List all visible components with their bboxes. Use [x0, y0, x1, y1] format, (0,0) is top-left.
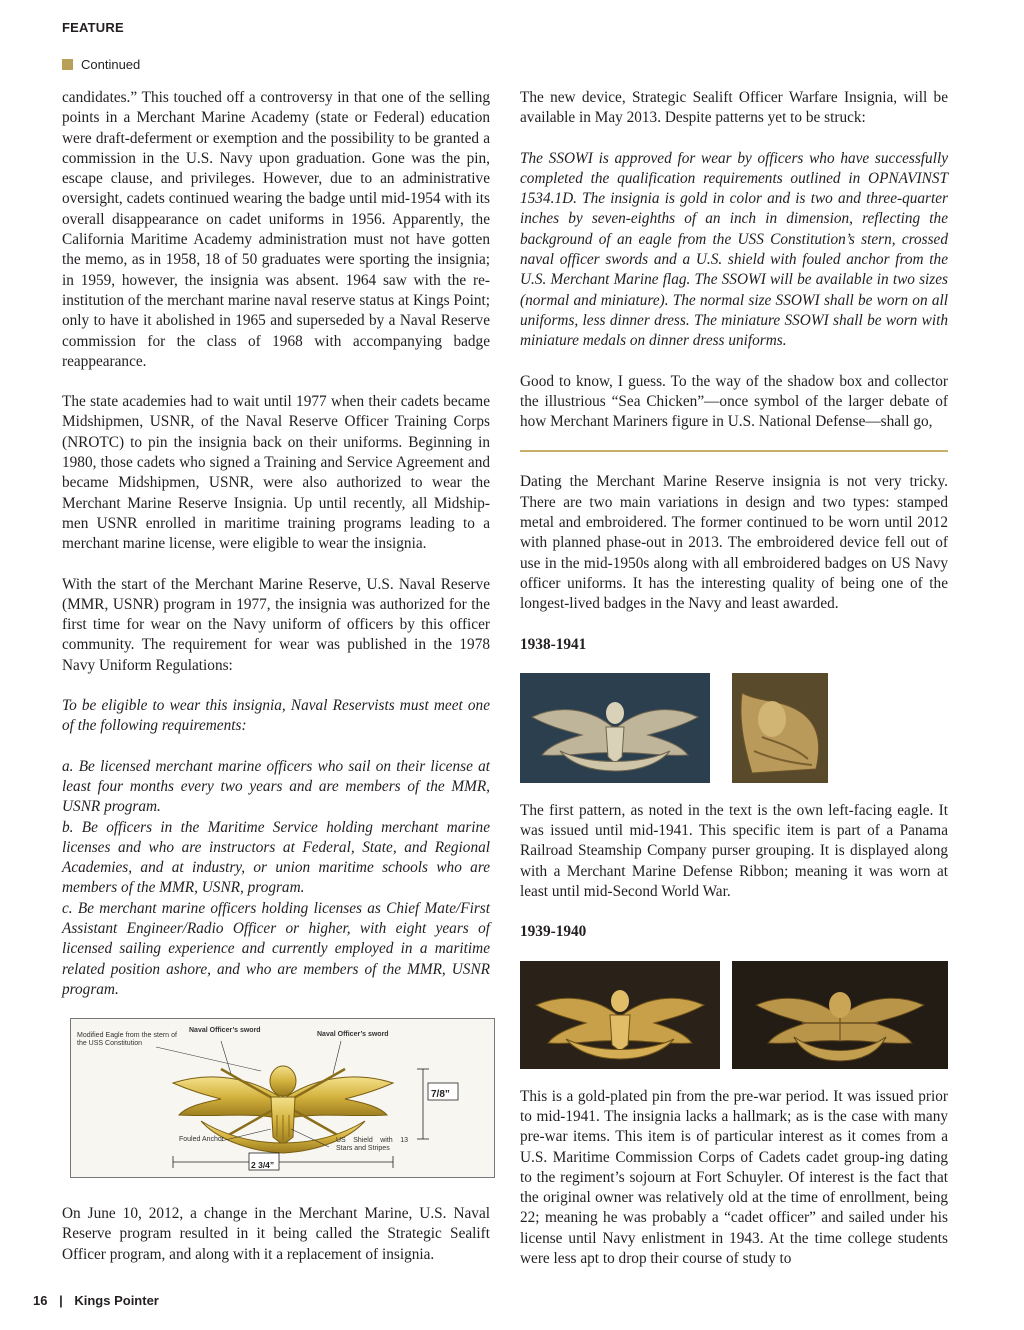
left-paragraph-1: candidates.” This touched off a controversy in that one of the selling points in a Merchant Marine Academy (state or Federal) education were draft-deferment or exemption and the possibility to be granted a commission in the U.S. Navy upon graduation. Gone was the pin, escape clause, and privileges. However, due to an administrative oversight, cadets continued wearing the badge until mid-1954 with its overall disappearance on cadet uniforms in 1956. Apparently, the California Maritime Academy administration must not have gotten the memo, as in 1958, 18 of 50 graduates were sporting the insignia; in 1959, however, the insignia was absent. 1964 saw with the re-institution of the merchant marine naval reserve status at Kings Point; only to have it abolished in 1965 and superseded by a Naval Reserve commission for the class of 1968 with accompanying badge reappearance. [62, 89, 490, 370]
left-paragraph-4: On June 10, 2012, a change in the Merchant Marine, U.S. Naval Reserve program resulted in it being called the Strategic Sealift Officer program, and along with it a replacement of insignia. [62, 1205, 490, 1263]
footer-separator: | [59, 1293, 63, 1308]
page-number: 16 [33, 1293, 48, 1308]
height-dimension: 7/8” [431, 1089, 450, 1101]
right-paragraph-4: The first pattern, as noted in the text is the own left-facing eagle. It was issued until mid-1941. This specific item is part of a Panama Railroad Steamship Company purser grouping. It is displayed along with a Merchant Marine Defense Ribbon; meaning it was worn at least until mid-Second World War. [520, 801, 948, 901]
requirement-a: a. Be licensed merchant marine officers who sail on their license at least four months every two years and are members of the MMR, USNR program. [62, 757, 490, 816]
continued-indicator [62, 57, 140, 72]
right-paragraph-1: The new device, Strategic Sealift Officer Warfare Insignia, will be available in May 2013. Despite patterns yet to be struck: [520, 89, 948, 127]
requirement-b: b. Be officers in the Maritime Service holding merchant marine licenses and who are instructors at Federal, State, and Regional Academies, and at industry, or union maritime schools who are members of the MMR, USNR, program. [62, 818, 490, 897]
page-footer [33, 1293, 159, 1308]
left-paragraph-2: The state academies had to wait until 1977 when their cadets became Midshipmen, USNR, of the Naval Reserve Officer Training Corps (NROTC) to pin the insignia back on their uniforms. Beginning in 1980, those cadets who signed a Training and Service Agreement and became Midshipmen, USNR, were also authorized to wear the Merchant Marine Reserve Insignia. Up until recently, all Midship-men USNR enrolled in maritime training programs leading to a merchant marine license, were eligible to wear the insignia. [62, 393, 490, 553]
heading-1938-1941: 1938-1941 [520, 635, 587, 653]
photos-1939-1940 [520, 961, 948, 1069]
section-label: FEATURE [62, 20, 124, 35]
insignia-spec-diagram [70, 1018, 495, 1178]
photos-1938-1941 [520, 673, 948, 783]
publication-name: Kings Pointer [74, 1293, 159, 1308]
regulation-quote-intro: To be eligible to wear this insignia, Naval Reservists must meet one of the following requirements: [62, 697, 490, 735]
label-us-shield: US Shield with 13 Stars and Stripes [336, 1137, 408, 1153]
ssowi-quote: The SSOWI is approved for wear by officers who have successfully completed the qualification requirements outlined in OPNAVINST 1534.1D. The insignia is gold in color and is two and three-quarter inches by seven-eighths of an inch in dimension, reflecting the background of an eagle from the USS Constitution’s stern, crossed naval officer swords and a U.S. shield with fouled anchor from the U.S. Merchant Marine flag. The SSOWI will be available in two sizes (normal and miniature). The normal size SSOWI shall be worn on all uniforms, less dinner dress. The miniature SSOWI shall be worn with miniature medals on dinner dress uniforms. [520, 149, 948, 350]
width-dimension: 2 3/4” [251, 1160, 275, 1171]
requirement-c: c. Be merchant marine officers holding licenses as Chief Mate/First Assistant Engineer/Radio Officer or higher, with eight years of licensed sailing experience and currently employed in a maritime related position ashore, and who are members of the MMR, USNR program. [62, 899, 490, 998]
right-paragraph-5: This is a gold-plated pin from the pre-war period. It was issued prior to mid-1941. The insignia lacks a hallmark; as is the case with many pre-war items. This item is of particular interest as it comes from a U.S. Maritime Commission Corps of Cadets cadet group-ing dating to the regiment’s sojourn at Fort Schuyler. Of interest is the fact that the original owner was relatively old at the time of enrollment, being 22; meaning he was probably a “cadet officer” and sailed under his license until Navy enlistment in 1943. At the time college students were less apt to drop their course of study to [520, 1087, 948, 1267]
embroidered-insignia-closeup-photo [732, 673, 828, 783]
gold-pin-back-photo [732, 961, 948, 1069]
embroidered-insignia-photo [520, 673, 710, 783]
label-sword-left: Naval Officer’s sword [189, 1027, 261, 1035]
right-paragraph-3: Dating the Merchant Marine Reserve insignia is not very tricky. There are two main variations in design and two types: stamped metal and embroidered. The former continued to be worn until 2012 with planned phase-out in 2013. The embroidered device fell out of use in the mid-1950s along with all embroidered badges on US Navy officer uniforms. It has the interesting quality of being one of the longest-lived badges in the Navy and least awarded. [520, 473, 948, 613]
label-modified-eagle: Modified Eagle from the stern of the USS Constitution [77, 1032, 177, 1048]
continued-label: Continued [81, 57, 141, 72]
label-sword-right: Naval Officer’s sword [317, 1031, 389, 1039]
right-paragraph-2: Good to know, I guess. To the way of the shadow box and collector the illustrious “Sea Chicken”—once symbol of the larger debate of how Merchant Mariners figure in U.S. National Defense—shall go, [520, 372, 948, 431]
continued-marker-icon [62, 59, 73, 70]
right-column [520, 88, 948, 1289]
gold-pin-front-photo [520, 961, 720, 1069]
left-column [62, 88, 490, 1285]
section-divider [520, 450, 948, 452]
label-fouled-anchor: Fouled Anchor [179, 1136, 225, 1144]
left-paragraph-3: With the start of the Merchant Marine Reserve, U.S. Naval Reserve (MMR, USNR) program in 1977, the insignia was authorized for the first time for wear on the Navy uniform of officers by this officer community. The requirement for wear was published in the 1978 Navy Uniform Regulations: [62, 575, 490, 674]
heading-1939-1940: 1939-1940 [520, 923, 587, 941]
